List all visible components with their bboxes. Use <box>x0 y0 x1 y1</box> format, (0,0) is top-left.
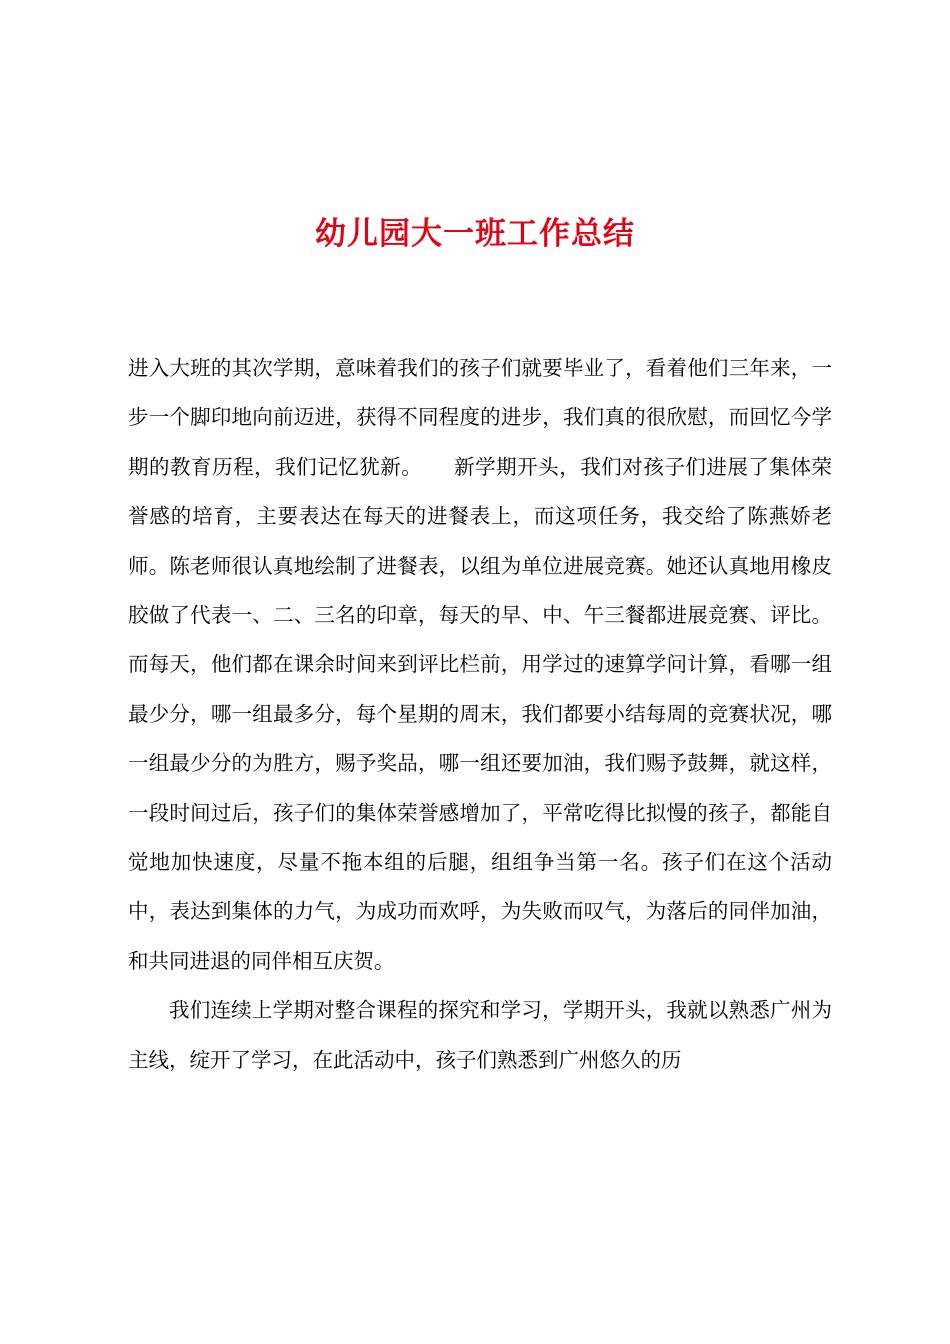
document-body <box>128 344 832 1085</box>
body-paragraph-1: 进入大班的其次学期，意味着我们的孩子们就要毕业了，看着他们三年来，一步一个脚印地向前迈进，获得不同程度的进步，我们真的很欣慰，而回忆今学期的教育历程，我们记忆犹新。 新学期开头，我们对孩子们进展了集体荣誉感的培育，主要表达在每天的进餐表上，而这项任务，我交给了陈燕娇老师。陈老师很认真地绘制了进餐表，以组为单位进展竞赛。她还认真地用橡皮胶做了代表一、二、三名的印章，每天的早、中、午三餐都进展竞赛、评比。而每天，他们都在课余时间来到评比栏前，用学过的速算学问计算，看哪一组最少分，哪一组最多分，每个星期的周末，我们都要小结每周的竞赛状况，哪一组最少分的为胜方，赐予奖品，哪一组还要加油，我们赐予鼓舞，就这样，一段时间过后，孩子们的集体荣誉感增加了，平常吃得比拟慢的孩子，都能自觉地加快速度，尽量不拖本组的后腿，组组争当第一名。孩子们在这个活动中，表达到集体的力气，为成功而欢呼，为失败而叹气，为落后的同伴加油，和共同进退的同伴相互庆贺。 <box>128 356 832 973</box>
body-paragraph-2: 我们连续上学期对整合课程的探究和学习，学期开头，我就以熟悉广州为主线，绽开了学习，在此活动中，孩子们熟悉到广州悠久的历 <box>128 998 832 1072</box>
document-title: 幼儿园大一班工作总结 <box>315 216 635 252</box>
